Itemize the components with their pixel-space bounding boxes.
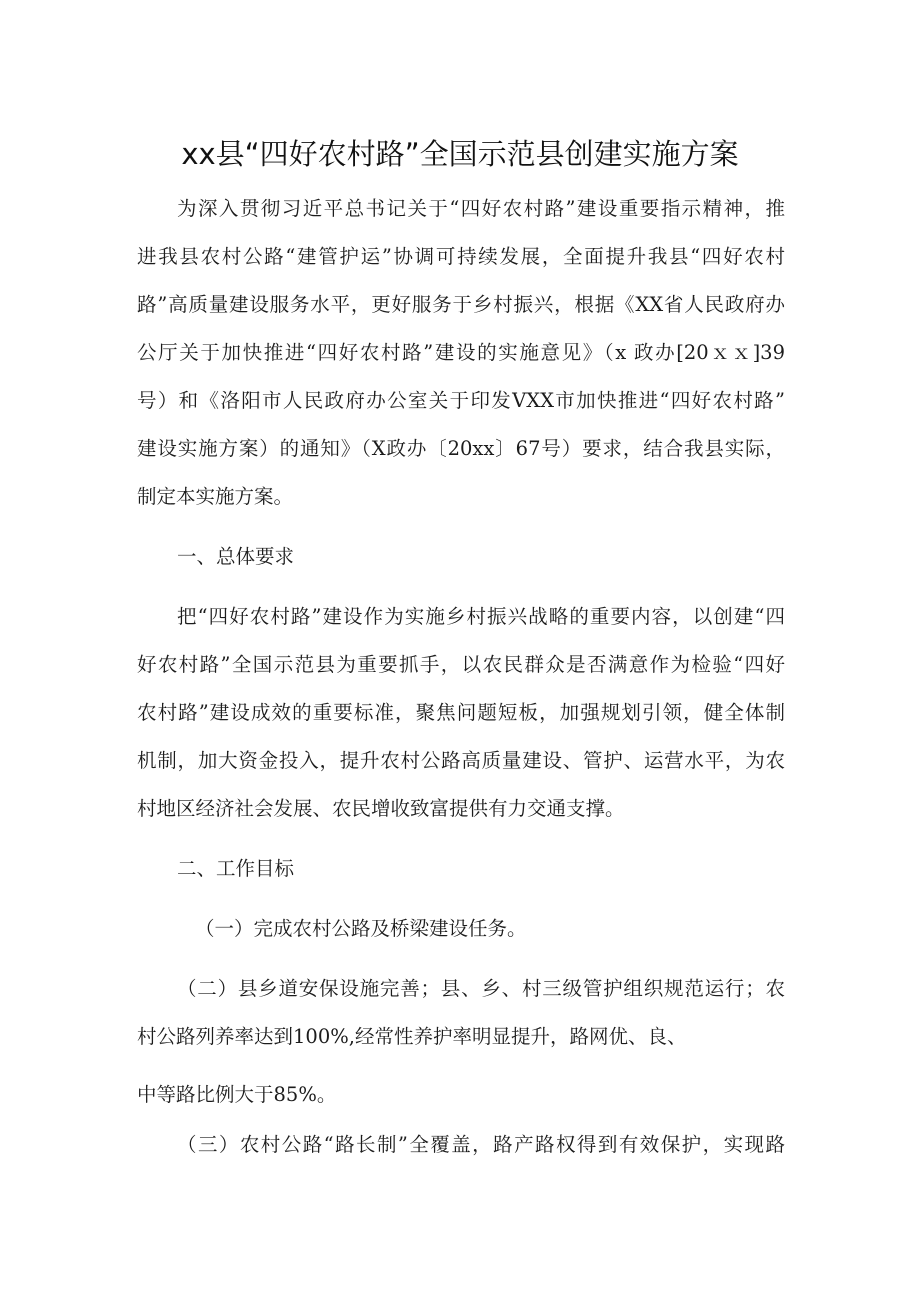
- intro-line: 制定本实施方案。: [137, 485, 294, 508]
- intro-line: 为深入贯彻习近平总书记关于“四好农村路”建设重要指示精神，推: [177, 197, 785, 220]
- section1-line: 农村路”建设成效的重要标准，聚焦问题短板，加强规划引领，健全体制: [137, 701, 785, 724]
- document-title: xx县“四好农村路”全国示范县创建实施方案: [181, 137, 739, 171]
- section1-line: 机制，加大资金投入，提升农村公路高质量建设、管护、运营水平，为农: [137, 749, 785, 772]
- intro-line: 号）和《洛阳市人民政府办公室关于印发VXX市加快推进“四好农村路”: [137, 389, 785, 412]
- goal-line: 中等路比例大于85%。: [137, 1083, 337, 1106]
- goal-item: （一）完成农村公路及桥梁建设任务。: [195, 917, 527, 940]
- intro-line: 路”高质量建设服务水平，更好服务于乡村振兴，根据《XX省人民政府办: [137, 293, 785, 316]
- section-heading: 二、工作目标: [177, 857, 295, 880]
- section-heading: 一、总体要求: [177, 545, 295, 568]
- section1-line: 把“四好农村路”建设作为实施乡村振兴战略的重要内容，以创建“四: [177, 605, 785, 628]
- section1-line: 好农村路”全国示范县为重要抓手，以农民群众是否满意作为检验“四好: [137, 653, 785, 676]
- goal-line: 村公路列养率达到100%,经常性养护率明显提升，路网优、良、: [137, 1025, 687, 1048]
- intro-line: 建设实施方案）的通知》（X政办〔20xx〕67号）要求，结合我县实际，: [137, 437, 785, 460]
- section1-line: 村地区经济社会发展、农民增收致富提供有力交通支撑。: [137, 797, 625, 820]
- intro-line: 进我县农村公路“建管护运”协调可持续发展，全面提升我县“四好农村: [137, 245, 785, 268]
- goal-line: （三）农村公路“路长制”全覆盖，路产路权得到有效保护，实现路: [177, 1133, 785, 1156]
- intro-line: 公厅关于加快推进“四好农村路”建设的实施意见》（x 政办[20ｘｘ]39: [137, 341, 785, 364]
- goal-line: （二）县乡道安保设施完善；县、乡、村三级管护组织规范运行；农: [177, 977, 785, 1000]
